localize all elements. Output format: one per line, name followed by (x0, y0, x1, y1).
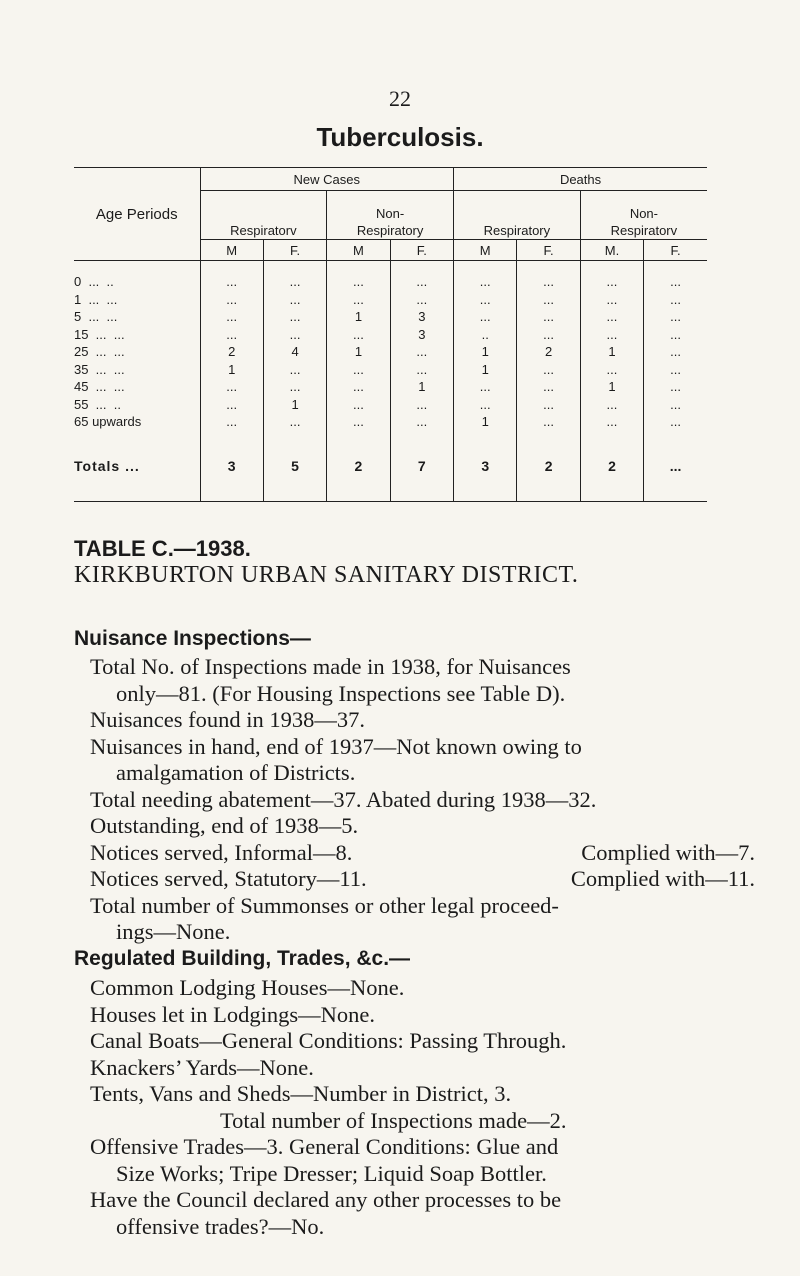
text-line: Common Lodging Houses—None. (90, 975, 405, 1000)
count-cell: ... (644, 308, 707, 326)
age-period-cell: 25 ... ... (74, 344, 125, 360)
header-text: Non- (376, 206, 405, 221)
count-cell: ... (644, 343, 707, 361)
sex-header: M (454, 240, 517, 261)
age-period-cell: 55 ... .. (74, 396, 121, 412)
nuisance-heading: Nuisance Inspections— (74, 627, 311, 650)
table-row (74, 261, 707, 291)
deaths-header: Deaths (454, 168, 708, 191)
text-line: only—81. (For Housing Inspections see Table D). (116, 680, 566, 706)
count-cell: .. (454, 326, 517, 344)
count-cell: 4 (263, 343, 326, 361)
text-line: Houses let in Lodgings—None. (90, 1001, 375, 1027)
count-cell: ... (263, 413, 326, 431)
nuisance-body (90, 654, 780, 946)
new-cases-header: New Cases (200, 168, 454, 191)
age-period-cell: 15 ... ... (74, 326, 125, 342)
count-cell: 1 (327, 308, 390, 326)
deaths-respiratory-header: Respiratory (454, 191, 581, 240)
text-line: amalgamation of Districts. (116, 760, 356, 785)
count-cell: ... (580, 396, 643, 414)
count-cell: ... (200, 326, 263, 344)
count-cell: ... (580, 261, 643, 291)
count-cell: 2 (517, 343, 580, 361)
sex-header: M. (580, 240, 643, 261)
count-cell: 1 (454, 413, 517, 431)
count-cell: ... (517, 361, 580, 379)
count-cell: ... (454, 261, 517, 291)
count-cell: ... (327, 261, 390, 291)
count-cell: 3 (390, 308, 453, 326)
count-cell: ... (580, 413, 643, 431)
age-periods-header: Age Periods (74, 168, 200, 261)
count-cell: ... (517, 326, 580, 344)
text-line: Knackers’ Yards—None. (90, 1054, 314, 1080)
count-cell: ... (200, 291, 263, 309)
count-cell: ... (454, 378, 517, 396)
count-cell: ... (327, 378, 390, 396)
count-cell: 1 (454, 343, 517, 361)
count-cell: 1 (580, 378, 643, 396)
count-cell: ... (580, 291, 643, 309)
count-cell: 1 (390, 378, 453, 396)
text-line: Canal Boats—General Conditions: Passing Through. (90, 1028, 567, 1053)
total-cell: 5 (263, 431, 326, 502)
count-cell: ... (390, 291, 453, 309)
table-row (74, 361, 707, 379)
age-period-cell: 35 ... ... (74, 361, 125, 377)
count-cell: ... (327, 291, 390, 309)
text-line: Total No. of Inspections made in 1938, for Nuisances (90, 654, 571, 679)
count-cell: ... (263, 308, 326, 326)
total-cell: 2 (580, 431, 643, 502)
count-cell: 1 (263, 396, 326, 414)
count-cell: ... (263, 326, 326, 344)
sex-header: M (327, 240, 390, 261)
total-cell: 3 (200, 431, 263, 502)
count-cell: ... (517, 396, 580, 414)
text-line: Size Works; Tripe Dresser; Liquid Soap Bottler. (116, 1160, 547, 1186)
count-cell: ... (454, 308, 517, 326)
new-non-respiratory-header (327, 191, 454, 240)
table-row (74, 343, 707, 361)
age-period-cell: 45 ... ... (74, 379, 125, 395)
count-cell: ... (263, 291, 326, 309)
text-fragment: Complied with—7. (581, 839, 755, 865)
total-cell: ... (644, 431, 707, 502)
page-number: 22 (389, 86, 411, 111)
age-period-cell: 1 ... ... (74, 291, 118, 307)
district-title: KIRKBURTON URBAN SANITARY DISTRICT. (74, 562, 579, 588)
count-cell: 2 (200, 343, 263, 361)
table-caption: TABLE C.—1938. (74, 536, 251, 561)
count-cell: ... (517, 261, 580, 291)
count-cell: ... (454, 291, 517, 309)
count-cell: ... (390, 261, 453, 291)
count-cell: ... (263, 361, 326, 379)
count-cell: ... (644, 413, 707, 431)
text-line: Offensive Trades—3. General Conditions: Glue and (90, 1134, 559, 1159)
count-cell: ... (644, 361, 707, 379)
count-cell: ... (390, 361, 453, 379)
age-period-cell: 0 ... .. (74, 274, 114, 290)
total-cell: 3 (454, 431, 517, 502)
text-line: Total needing abatement—37. Abated during 1938—32. (90, 786, 597, 812)
table-row (74, 378, 707, 396)
count-cell: 1 (200, 361, 263, 379)
count-cell: 1 (454, 361, 517, 379)
text-line: Tents, Vans and Sheds—Number in District, 3. (90, 1081, 512, 1106)
count-cell: ... (517, 308, 580, 326)
regulated-body (90, 975, 780, 1240)
count-cell: ... (263, 261, 326, 291)
totals-label: Totals ... (74, 431, 200, 502)
count-cell: ... (580, 326, 643, 344)
table-row (74, 396, 707, 414)
text-fragment: Notices served, Statutory—11. (90, 866, 367, 891)
text-fragment: Complied with—11. (570, 866, 755, 891)
header-text: Non- (629, 206, 658, 221)
new-respiratory-header: Respiratorv (200, 191, 327, 240)
sex-header: F. (644, 240, 707, 261)
text-line: Outstanding, end of 1938—5. (90, 813, 359, 838)
count-cell: ... (200, 261, 263, 291)
count-cell: ... (644, 291, 707, 309)
regulated-heading: Regulated Building, Trades, &c.— (74, 947, 411, 970)
text-line (90, 840, 755, 867)
count-cell: ... (390, 413, 453, 431)
count-cell: 1 (327, 343, 390, 361)
sex-header: F. (263, 240, 326, 261)
count-cell: ... (454, 396, 517, 414)
count-cell: ... (200, 396, 263, 414)
text-line: ings—None. (116, 919, 231, 944)
count-cell: 1 (580, 343, 643, 361)
text-fragment: Notices served, Informal—8. (90, 839, 353, 865)
count-cell: ... (200, 308, 263, 326)
count-cell: ... (327, 413, 390, 431)
total-cell: 2 (517, 431, 580, 502)
deaths-non-respiratory-header (580, 191, 707, 240)
count-cell: ... (200, 378, 263, 396)
table-row (74, 413, 707, 431)
sex-header: M (200, 240, 263, 261)
header-text: Respiratory (356, 223, 424, 238)
count-cell: ... (200, 413, 263, 431)
sex-header: F. (517, 240, 580, 261)
table-row (74, 326, 707, 344)
count-cell: ... (327, 361, 390, 379)
text-line: Nuisances in hand, end of 1937—Not known owing to (90, 733, 582, 759)
sex-header: F. (390, 240, 453, 261)
table-row (74, 291, 707, 309)
count-cell: ... (327, 326, 390, 344)
total-cell: 2 (327, 431, 390, 502)
tuberculosis-table (74, 167, 707, 502)
table-row (74, 308, 707, 326)
total-cell: 7 (390, 431, 453, 502)
count-cell: ... (327, 396, 390, 414)
count-cell: ... (263, 378, 326, 396)
text-line: Total number of Inspections made—2. (220, 1107, 567, 1133)
count-cell: 3 (390, 326, 453, 344)
text-line: Have the Council declared any other processes to be (90, 1187, 562, 1212)
text-line: offensive trades?—No. (116, 1213, 325, 1239)
count-cell: ... (390, 343, 453, 361)
totals-row (74, 431, 707, 502)
count-cell: ... (517, 413, 580, 431)
text-line: Total number of Summonses or other legal proceed- (90, 892, 559, 918)
count-cell: ... (390, 396, 453, 414)
header-text: Respiratorv (610, 223, 678, 238)
count-cell: ... (517, 291, 580, 309)
count-cell: ... (644, 261, 707, 291)
section-title: Tuberculosis. (316, 122, 484, 152)
count-cell: ... (580, 361, 643, 379)
count-cell: ... (644, 326, 707, 344)
age-period-cell: 5 ... ... (74, 309, 118, 325)
count-cell: ... (580, 308, 643, 326)
text-line (90, 866, 755, 893)
count-cell: ... (517, 378, 580, 396)
count-cell: ... (644, 378, 707, 396)
count-cell: ... (644, 396, 707, 414)
text-line: Nuisances found in 1938—37. (90, 707, 365, 732)
age-period-cell: 65 upwards (74, 414, 142, 430)
